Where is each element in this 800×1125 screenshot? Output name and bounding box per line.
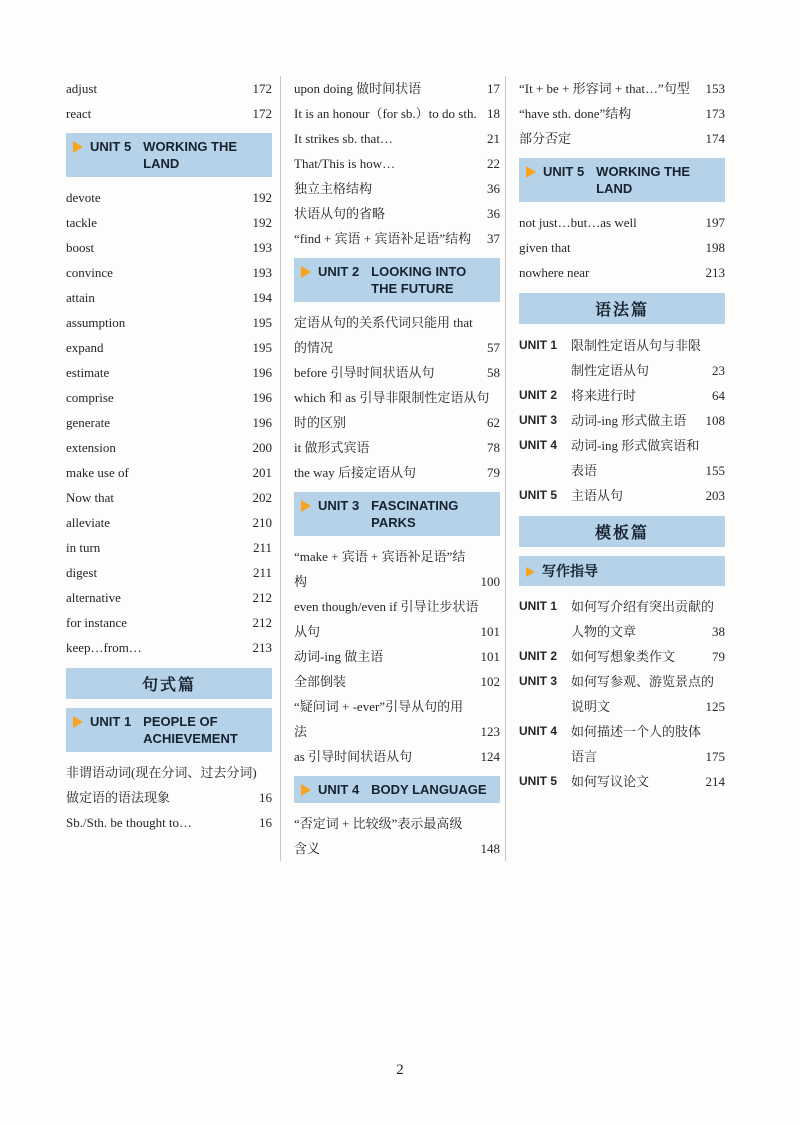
triangle-right-icon: [301, 500, 311, 512]
toc-entry: [294, 694, 500, 744]
toc-entry: [519, 594, 725, 644]
entry-text: in turn: [66, 540, 101, 555]
entry-text-continued: 的情况: [294, 340, 334, 355]
column-right: [505, 76, 730, 861]
toc-entry: [66, 210, 272, 235]
entry-text: even though/even if 引导让步状语: [294, 599, 479, 614]
section-title: 模板篇: [594, 525, 649, 542]
toc-entry: [294, 544, 500, 594]
toc-entry: [66, 185, 272, 210]
entry-text: 如何描述一个人的肢体: [571, 724, 702, 739]
entry-page: 212: [252, 615, 272, 630]
unit-header: [66, 133, 272, 177]
entry-page: 211: [252, 540, 272, 555]
entry-text: “疑问词 + -ever”引导从句的用法: [294, 699, 464, 739]
entry-page: 16: [259, 815, 272, 830]
toc-entry: [66, 360, 272, 385]
entry-text: 独立主格结构: [294, 181, 373, 196]
entry-text: 动词-ing 形式做主语: [571, 413, 687, 428]
toc-entry: [294, 360, 500, 385]
entry-text: generate: [66, 415, 111, 430]
entry-text: the way 后接定语从句: [294, 465, 417, 480]
entry-text: it 做形式宾语: [294, 440, 370, 455]
entry-page: 124: [480, 749, 500, 764]
entry-page: 172: [252, 81, 272, 96]
entry-text: for instance: [66, 615, 128, 630]
entry-text: 如何写议论文: [571, 774, 650, 789]
toc-entry: [66, 535, 272, 560]
entry-page: 155: [705, 463, 725, 478]
entry-text: assumption: [66, 315, 126, 330]
entry-text: digest: [66, 565, 98, 580]
entry-page: 214: [705, 774, 725, 789]
entry-text: which 和 as 引导非限制性定语从句: [294, 390, 490, 405]
page-number: 2: [396, 1062, 404, 1078]
toc-entry: [66, 460, 272, 485]
toc-entry: [66, 435, 272, 460]
triangle-right-icon: [73, 716, 83, 728]
section-title: 句式篇: [141, 677, 196, 694]
entry-text: 如何写介绍有突出贡献的: [571, 599, 715, 614]
entry-text: 状语从句的省略: [294, 206, 386, 221]
entry-page: 196: [252, 365, 272, 380]
triangle-right-icon: [526, 567, 535, 577]
unit-number: UNIT 5: [543, 164, 585, 179]
toc-entry: [294, 226, 500, 251]
triangle-right-icon: [73, 141, 83, 153]
toc-entry: [66, 235, 272, 260]
entry-text: 非谓语动词(现在分词、过去分词): [66, 765, 257, 780]
triangle-right-icon: [301, 784, 311, 796]
entry-page: 153: [705, 81, 725, 96]
entry-page: 196: [252, 390, 272, 405]
toc-entry: [66, 335, 272, 360]
toc-entry: [66, 285, 272, 310]
unit-number: UNIT 3: [519, 674, 558, 688]
toc-entry: [66, 560, 272, 585]
toc-entry: [66, 260, 272, 285]
entry-text: 如何写参观、游览景点的: [571, 674, 715, 689]
entry-text-continued: 含义: [294, 841, 321, 856]
entry-text: as 引导时间状语从句: [294, 749, 413, 764]
section-title: 语法篇: [594, 302, 649, 319]
entry-text: alternative: [66, 590, 121, 605]
sub-header-title: 写作指导: [542, 565, 598, 580]
unit-number: UNIT 1: [519, 599, 558, 613]
entry-text-continued: 时的区别: [294, 415, 347, 430]
entry-text: “否定词 + 比较级”表示最高级: [294, 816, 463, 831]
entry-text-continued: 人物的文章: [571, 624, 637, 639]
entry-page: 22: [487, 156, 500, 171]
unit-title: BODY LANGUAGE: [371, 782, 487, 797]
toc-entry: [519, 76, 725, 101]
entry-page: 79: [487, 465, 500, 480]
entry-text: not just…but…as well: [519, 215, 637, 230]
entry-text: 部分否定: [519, 131, 572, 146]
entry-page: 23: [712, 363, 725, 378]
section-header: [519, 516, 725, 547]
entry-text: tackle: [66, 215, 98, 230]
entry-page: 36: [487, 181, 500, 196]
entry-text: expand: [66, 340, 104, 355]
entry-text: upon doing 做时间状语: [294, 81, 422, 96]
toc-entry: [519, 101, 725, 126]
entry-text: 主语从句: [571, 488, 624, 503]
entry-text: convince: [66, 265, 113, 280]
toc-entry: [294, 811, 500, 861]
entry-text: “have sth. done”结构: [519, 106, 632, 121]
unit-number: UNIT 3: [519, 413, 558, 427]
entry-page: 195: [252, 315, 272, 330]
unit-number: UNIT 5: [519, 774, 558, 788]
toc-entry: [294, 151, 500, 176]
writing-guide-header: [519, 556, 725, 586]
entry-text: 动词-ing 做主语: [294, 649, 384, 664]
entry-page: 213: [705, 265, 725, 280]
entry-page: 200: [252, 440, 272, 455]
entry-page: 173: [705, 106, 725, 121]
entry-page: 213: [252, 640, 272, 655]
unit-title: WORKING THE LAND: [596, 164, 691, 196]
entry-page: 198: [705, 240, 725, 255]
entry-text: 动词-ing 形式做宾语和: [571, 438, 700, 453]
unit-number: UNIT 5: [519, 488, 558, 502]
entry-page: 79: [712, 649, 725, 664]
entry-text: keep…from…: [66, 640, 142, 655]
unit-number: UNIT 3: [318, 498, 360, 513]
unit-header: [294, 776, 500, 803]
entry-text: “find + 宾语 + 宾语补足语”结构: [294, 231, 472, 246]
unit-number: UNIT 4: [318, 782, 360, 797]
entry-text-continued: 从句: [294, 624, 321, 639]
entry-page: 64: [712, 388, 725, 403]
entry-page: 203: [705, 488, 725, 503]
entry-text: 定语从句的关系代词只能用 that: [294, 315, 473, 330]
entry-text: “make + 宾语 + 宾语补足语”结构: [294, 549, 466, 589]
toc-entry: [519, 383, 725, 408]
unit-header: [294, 258, 500, 302]
entry-page: 38: [712, 624, 725, 639]
toc-entry: [66, 810, 272, 835]
entry-page: 57: [487, 340, 500, 355]
toc-entry: [519, 210, 725, 235]
unit-number: UNIT 2: [519, 388, 558, 402]
entry-text: make use of: [66, 465, 129, 480]
toc-entry: [294, 594, 500, 644]
entry-page: 78: [487, 440, 500, 455]
entry-text: 如何写想象类作文: [571, 649, 676, 664]
entry-page: 148: [480, 841, 500, 856]
entry-page: 101: [480, 649, 500, 664]
toc-entry: [66, 410, 272, 435]
entry-page: 196: [252, 415, 272, 430]
entry-page: 193: [252, 240, 272, 255]
toc-entry: [519, 644, 725, 669]
entry-page: 58: [487, 365, 500, 380]
column-left: [66, 76, 280, 861]
entry-text: boost: [66, 240, 95, 255]
entry-page: 100: [480, 574, 500, 589]
toc-entry: [66, 760, 272, 810]
entry-text: react: [66, 106, 92, 121]
triangle-right-icon: [526, 166, 536, 178]
toc-entry: [519, 333, 725, 383]
toc-content: [66, 76, 730, 861]
unit-title: FASCINATING PARKS: [371, 498, 459, 530]
entry-page: 210: [252, 515, 272, 530]
entry-page: 18: [487, 106, 500, 121]
entry-page: 172: [252, 106, 272, 121]
entry-text: comprise: [66, 390, 114, 405]
entry-page: 102: [480, 674, 500, 689]
toc-entry: [66, 510, 272, 535]
toc-entry: [519, 483, 725, 508]
entry-text-continued: 表语: [571, 463, 598, 478]
unit-header: [519, 158, 725, 202]
entry-text: alleviate: [66, 515, 111, 530]
entry-text: adjust: [66, 81, 98, 96]
entry-text: 全部倒装: [294, 674, 347, 689]
toc-entry: [294, 126, 500, 151]
entry-text: estimate: [66, 365, 110, 380]
toc-entry: [66, 310, 272, 335]
entry-page: 174: [705, 131, 725, 146]
unit-title: WORKING THE LAND: [143, 139, 238, 171]
unit-title: PEOPLE OF ACHIEVEMENT: [143, 714, 238, 746]
entry-page: 108: [705, 413, 725, 428]
section-header: [66, 668, 272, 699]
entry-text: Now that: [66, 490, 115, 505]
entry-page: 17: [487, 81, 500, 96]
entry-page: 125: [705, 699, 725, 714]
toc-entry: [66, 585, 272, 610]
toc-entry: [66, 385, 272, 410]
entry-page: 195: [252, 340, 272, 355]
toc-entry: [294, 385, 500, 435]
entry-text-continued: 制性定语从句: [571, 363, 650, 378]
toc-entry: [66, 485, 272, 510]
entry-page: 211: [252, 565, 272, 580]
toc-entry: [294, 669, 500, 694]
toc-entry: [519, 669, 725, 719]
toc-entry: [294, 76, 500, 101]
toc-entry: [519, 408, 725, 433]
column-middle: [280, 76, 505, 861]
entry-page: 202: [252, 490, 272, 505]
entry-text: It strikes sb. that…: [294, 131, 393, 146]
unit-title: LOOKING INTO THE FUTURE: [371, 264, 467, 296]
entry-page: 201: [252, 465, 272, 480]
entry-text: It is an honour（for sb.）to do sth.: [294, 106, 477, 121]
toc-entry: [519, 719, 725, 769]
entry-page: 212: [252, 590, 272, 605]
toc-entry: [294, 435, 500, 460]
entry-page: 16: [259, 790, 272, 805]
unit-number: UNIT 1: [519, 338, 558, 352]
toc-entry: [66, 76, 272, 101]
toc-entry: [519, 260, 725, 285]
toc-entry: [294, 201, 500, 226]
entry-text-continued: 说明文: [571, 699, 611, 714]
unit-number: UNIT 2: [519, 649, 558, 663]
entry-text-continued: 做定语的语法现象: [66, 790, 171, 805]
entry-page: 37: [487, 231, 500, 246]
entry-text: “It + be + 形容词 + that…”句型: [519, 81, 690, 96]
toc-entry: [519, 126, 725, 151]
unit-number: UNIT 1: [90, 714, 132, 729]
unit-number: UNIT 4: [519, 724, 558, 738]
toc-entry: [66, 610, 272, 635]
entry-text: devote: [66, 190, 101, 205]
toc-entry: [294, 310, 500, 360]
toc-entry: [294, 744, 500, 769]
entry-text: That/This is how…: [294, 156, 396, 171]
unit-number: UNIT 4: [519, 438, 558, 452]
toc-entry: [294, 460, 500, 485]
triangle-right-icon: [301, 266, 311, 278]
entry-page: 175: [705, 749, 725, 764]
toc-entry: [294, 644, 500, 669]
entry-page: 192: [252, 190, 272, 205]
unit-number: UNIT 2: [318, 264, 360, 279]
entry-text: before 引导时间状语从句: [294, 365, 435, 380]
toc-entry: [294, 176, 500, 201]
unit-header: [66, 708, 272, 752]
toc-entry: [66, 635, 272, 660]
entry-text: 将来进行时: [571, 388, 637, 403]
entry-text: nowhere near: [519, 265, 590, 280]
entry-text: Sb./Sth. be thought to…: [66, 815, 193, 830]
entry-page: 62: [487, 415, 500, 430]
entry-page: 193: [252, 265, 272, 280]
entry-page: 21: [487, 131, 500, 146]
entry-page: 36: [487, 206, 500, 221]
unit-number: UNIT 5: [90, 139, 132, 154]
unit-header: [294, 492, 500, 536]
toc-entry: [519, 235, 725, 260]
entry-text-continued: 语言: [571, 749, 598, 764]
entry-text: 限制性定语从句与非限: [571, 338, 702, 353]
entry-text: given that: [519, 240, 571, 255]
entry-page: 123: [480, 724, 500, 739]
toc-entry: [519, 433, 725, 483]
entry-text: extension: [66, 440, 116, 455]
entry-page: 197: [705, 215, 725, 230]
toc-entry: [519, 769, 725, 794]
section-header: [519, 293, 725, 324]
entry-page: 101: [480, 624, 500, 639]
toc-entry: [66, 101, 272, 126]
toc-entry: [294, 101, 500, 126]
entry-page: 192: [252, 215, 272, 230]
entry-text: attain: [66, 290, 95, 305]
entry-page: 194: [252, 290, 272, 305]
